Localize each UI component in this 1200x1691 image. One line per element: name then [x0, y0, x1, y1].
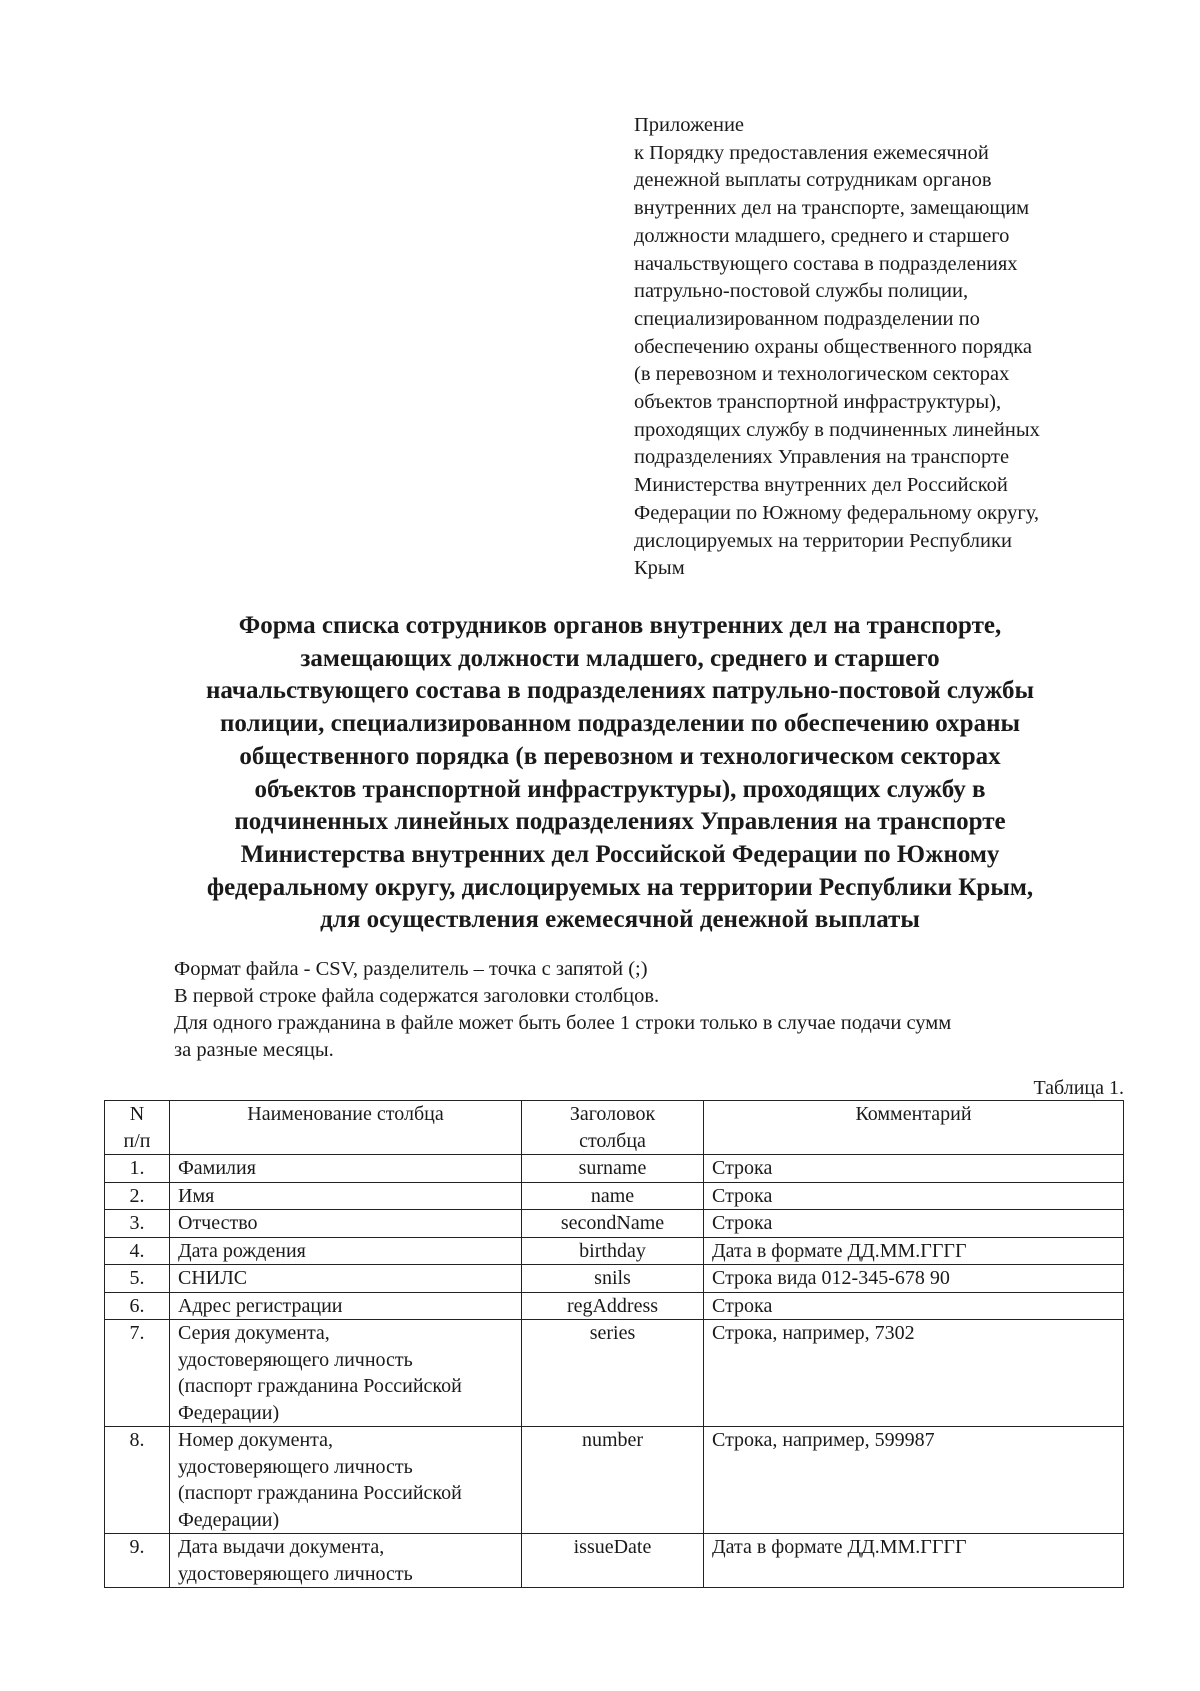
column-name-line: Дата рождения	[178, 1239, 306, 1262]
table-row	[105, 1210, 1124, 1238]
row-number: 4.	[105, 1237, 170, 1265]
column-name	[170, 1237, 522, 1265]
title-line: Министерства внутренних дел Российской Федерации по Южному	[240, 840, 1000, 868]
appendix-line: к Порядку предоставления ежемесячной	[634, 141, 989, 164]
column-name	[170, 1534, 522, 1588]
column-comment: Строка, например, 7302	[704, 1320, 1124, 1427]
note-line: за разные месяцы.	[174, 1039, 334, 1061]
title-line: объектов транспортной инфраструктуры), проходящих службу в	[254, 775, 986, 803]
appendix-line: Приложение	[634, 114, 745, 136]
appendix-line: объектов транспортной инфраструктуры),	[634, 391, 1002, 414]
title-line: федеральному округу, дислоцируемых на территории Республики Крым,	[206, 873, 1034, 901]
column-name	[170, 1292, 522, 1320]
row-number: 2.	[105, 1182, 170, 1210]
appendix-line: патрульно-постовой службы полиции,	[634, 280, 969, 303]
table-row	[105, 1320, 1124, 1427]
row-number: 8.	[105, 1427, 170, 1534]
appendix-line: подразделениях Управления на транспорте	[634, 446, 1010, 469]
column-name	[170, 1210, 522, 1238]
column-header-code: number	[522, 1427, 704, 1534]
table-row	[105, 1237, 1124, 1265]
table-body	[105, 1155, 1124, 1588]
appendix-line: специализированном подразделении по	[634, 307, 980, 330]
title-line: Форма списка сотрудников органов внутренних дел на транспорте,	[238, 612, 1002, 639]
column-comment: Строка, например, 599987	[704, 1427, 1124, 1534]
column-name-line: Адрес регистрации	[178, 1294, 343, 1317]
table-row	[105, 1265, 1124, 1293]
header-num: N п/п	[105, 1101, 170, 1155]
appendix-line: (в перевозном и технологическом секторах	[634, 363, 1010, 386]
document-title	[120, 610, 1120, 937]
column-name	[170, 1427, 522, 1534]
column-header-code: series	[522, 1320, 704, 1427]
column-comment: Строка вида 012-345-678 90	[704, 1265, 1124, 1293]
note-line: Для одного гражданина в файле может быть более 1 строки только в случае подачи сумм	[174, 1012, 952, 1034]
column-header-code: snils	[522, 1265, 704, 1293]
header-code: Заголовок столбца	[522, 1101, 704, 1155]
title-line: для осуществления ежемесячной денежной выплаты	[320, 906, 920, 934]
table-row	[105, 1292, 1124, 1320]
column-header-code: regAddress	[522, 1292, 704, 1320]
appendix-block	[634, 112, 1134, 583]
column-header-code: name	[522, 1182, 704, 1210]
column-comment: Строка	[704, 1292, 1124, 1320]
appendix-line: обеспечению охраны общественного порядка	[634, 335, 1033, 358]
appendix-line: должности младшего, среднего и старшего	[634, 224, 1010, 247]
column-name-line: Имя	[178, 1184, 215, 1207]
column-name-line: удостоверяющего личность	[178, 1455, 413, 1478]
appendix-line: внутренних дел на транспорте, замещающим	[634, 197, 1030, 220]
header-name: Наименование столбца	[170, 1101, 522, 1155]
column-header-code: birthday	[522, 1237, 704, 1265]
row-number: 3.	[105, 1210, 170, 1238]
note-line: В первой строке файла содержатся заголовки столбцов.	[174, 985, 660, 1007]
column-name	[170, 1265, 522, 1293]
header-comment: Комментарий	[704, 1101, 1124, 1155]
column-name-line: Федерации)	[178, 1508, 280, 1531]
appendix-line: проходящих службу в подчиненных линейных	[634, 418, 1040, 441]
appendix-line: начальствующего состава в подразделениях	[634, 252, 1018, 275]
column-comment: Строка	[704, 1182, 1124, 1210]
column-header-code: issueDate	[522, 1534, 704, 1588]
column-name-line: (паспорт гражданина Российской	[178, 1482, 462, 1504]
table-row	[105, 1155, 1124, 1183]
title-line: замещающих должности младшего, среднего и старшего	[300, 644, 940, 672]
row-number: 6.	[105, 1292, 170, 1320]
table-row	[105, 1534, 1124, 1588]
appendix-line: Министерства внутренних дел Российской	[634, 474, 1008, 497]
row-number: 5.	[105, 1265, 170, 1293]
column-name-line: СНИЛС	[178, 1267, 248, 1289]
fields-table	[104, 1100, 1124, 1588]
column-name-line: Дата выдачи документа,	[178, 1536, 385, 1558]
title-line: полиции, специализированном подразделении по обеспечению охраны	[219, 710, 1021, 738]
column-comment: Строка	[704, 1210, 1124, 1238]
table-caption: Таблица 1.	[1033, 1077, 1124, 1099]
format-notes	[174, 956, 1134, 1064]
row-number: 7.	[105, 1320, 170, 1427]
column-name-line: Фамилия	[178, 1157, 256, 1179]
column-name-line: Номер документа,	[178, 1429, 334, 1451]
title-line: начальствующего состава в подразделениях патрульно-постовой службы	[205, 677, 1035, 705]
column-name-line: удостоверяющего личность	[178, 1348, 413, 1371]
appendix-line: денежной выплаты сотрудникам органов	[634, 169, 992, 192]
column-name	[170, 1320, 522, 1427]
column-comment: Строка	[704, 1155, 1124, 1183]
row-number: 9.	[105, 1534, 170, 1588]
column-name-line: (паспорт гражданина Российской	[178, 1375, 462, 1397]
column-header-code: secondName	[522, 1210, 704, 1238]
column-header-code: surname	[522, 1155, 704, 1183]
title-line: подчиненных линейных подразделениях Управления на транспорте	[234, 808, 1006, 836]
column-name-line: удостоверяющего личность	[178, 1562, 413, 1585]
table-row	[105, 1427, 1124, 1534]
column-comment: Дата в формате ДД.ММ.ГГГГ	[704, 1534, 1124, 1588]
title-line: общественного порядка (в перевозном и технологическом секторах	[239, 742, 1001, 770]
appendix-line: Крым	[634, 557, 685, 580]
column-name	[170, 1155, 522, 1183]
column-name-line: Федерации)	[178, 1401, 280, 1424]
appendix-line: Федерации по Южному федеральному округу,	[634, 501, 1040, 524]
table-row	[105, 1182, 1124, 1210]
column-comment: Дата в формате ДД.ММ.ГГГГ	[704, 1237, 1124, 1265]
table-header-row	[105, 1101, 1124, 1155]
column-name-line: Отчество	[178, 1212, 258, 1234]
appendix-line: дислоцируемых на территории Республики	[634, 529, 1012, 552]
note-line: Формат файла - CSV, разделитель – точка с запятой (;)	[174, 958, 648, 980]
column-name	[170, 1182, 522, 1210]
row-number: 1.	[105, 1155, 170, 1183]
column-name-line: Серия документа,	[178, 1322, 330, 1344]
